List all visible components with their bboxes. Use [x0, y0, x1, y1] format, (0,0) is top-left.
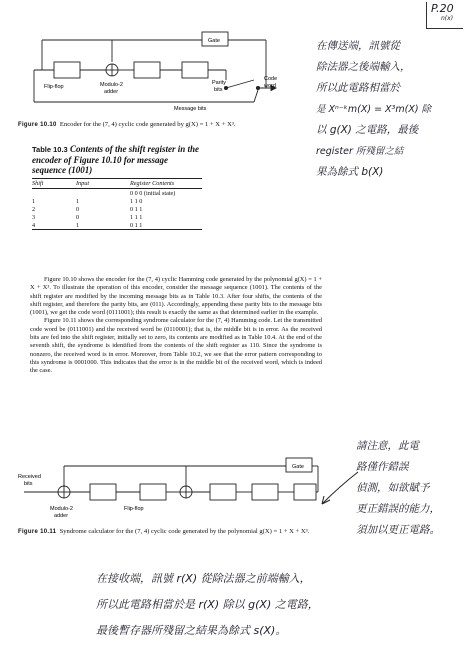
table-title: Contents of the shift register in the encoder of Figure 10.10 for message sequence (1001): [32, 144, 199, 175]
codeword-label-2: word: [264, 83, 276, 89]
table-cell: 0 1 1: [130, 221, 143, 229]
table-cell: 1: [76, 221, 80, 229]
page-note-sub: n(x): [441, 15, 454, 22]
note-line: 須加以更正電路。: [356, 524, 440, 536]
note-line: 是 Xⁿ⁻ᵏm(X) = X³m(X) 除: [316, 104, 432, 115]
handwritten-note-bottom: [96, 566, 470, 644]
parity-label: Parity: [212, 80, 227, 86]
adder-label-2: adder: [104, 89, 119, 95]
table-row: [32, 205, 202, 213]
table-row: [32, 221, 202, 230]
table-header: Register Contents: [130, 179, 202, 189]
table-cell: 2: [32, 205, 36, 213]
table-header: Input: [76, 179, 130, 189]
table-cell: 3: [32, 213, 36, 221]
parity-label-2: bits: [214, 87, 223, 93]
note-line: 更正錯誤的能力，: [356, 503, 440, 515]
handwritten-note-top: [316, 36, 468, 183]
fig1-caption-label: Figure 10.10: [18, 122, 57, 128]
table-header-row: [32, 179, 202, 189]
table-cell: 4: [32, 221, 36, 229]
table-cell: 1 1 1: [130, 213, 143, 221]
table-cell: 0 1 1: [130, 205, 143, 213]
note-line: 果為餘式 b(X): [316, 166, 384, 178]
table-title-block: [32, 144, 202, 175]
note-line: 所以此電路相當於: [316, 82, 400, 94]
fig1-caption: [18, 121, 308, 130]
table-cell: 0 0 0 (initial state): [130, 189, 176, 197]
handwritten-note-mid: [356, 436, 468, 541]
note-line: 請注意，此電: [356, 440, 419, 452]
adder-label: Modulo-2: [50, 506, 73, 512]
table-cell: 1 1 0: [130, 197, 143, 205]
note-line: 以 g(X) 之電路，最後: [316, 124, 419, 136]
fig1-caption-text: Encoder for the (7, 4) cyclic code generated by g(X) = 1 + X + X³.: [59, 121, 236, 128]
flipflop-label: Flip-flop: [124, 506, 144, 512]
adder-label: Modulo-2: [100, 82, 123, 88]
note-line: 所以此電路相當於是 r(X) 除以 g(X) 之電路，: [96, 598, 319, 611]
table-row: [32, 197, 202, 205]
received-bits-label-2: bits: [24, 481, 33, 487]
annotation-arrow: [318, 470, 360, 510]
fig2-caption: [18, 528, 318, 537]
message-bits-label: Message bits: [174, 106, 207, 112]
flipflop-label: Flip-flop: [44, 84, 64, 90]
body-paragraph-1: Figure 10.10 shows the encoder for the (7, 4) cyclic Hamming code generated by the polynomial g(X) = 1 + X + X³. To illustrate the operation of this encoder, consider the message sequence (1001). The contents of the shift register are modified by the incoming message bits as in Table 10.3. After four shifts, the contents of the shift register, and therefore the parity bits, are (011). Accordingly, appending these parity bits to the message bits (1001), we get the code word (0111001); this result is exactly the same as that determined earlier in the example.: [30, 276, 322, 317]
gate-label: Gate: [292, 464, 304, 470]
table-cell: 0: [76, 213, 80, 221]
note-line: 在接收端，訊號 r(X) 從除法器之前端輸入，: [96, 572, 311, 585]
fig2-caption-text: Syndrome calculator for the (7, 4) cyclic code generated by the polynomial g(X) = 1 + X + X³.: [59, 528, 310, 535]
body-paragraph-2: Figure 10.11 shows the corresponding syndrome calculator for the (7, 4) Hamming code. Let the transmitted code word be (0111001) and the received word be (0110001); that is, the middle bit is in error. As the received bits are fed into the shift register, initially set to zero, its contents are modified as in Table 10.4. At the end of the seventh shift, the syndrome is identified from the contents of the shift register as 110. Since the syndrome is nonzero, the received word is in error. Moreover, from Table 10.2, we see that the error pattern corresponding to this syndrome is 0001000. This indicates that the error is in the middle bit of the received word, which is indeed the case.: [30, 317, 322, 375]
table-cell: [76, 189, 130, 198]
note-line: 路僅作錯誤: [356, 461, 409, 473]
fig2-caption-label: Figure 10.11: [18, 529, 57, 535]
table-row: [32, 213, 202, 221]
note-line: 除法器之後端輸入，: [316, 61, 411, 73]
encoder-diagram: [14, 18, 304, 118]
table-10-3: [32, 144, 202, 230]
gate-label: Gate: [208, 38, 220, 44]
syndrome-diagram: [14, 448, 324, 528]
table-header: Shift: [32, 179, 76, 189]
table-cell: 1: [32, 197, 36, 205]
table-label: Table 10.3: [32, 145, 68, 154]
register-table: [32, 178, 202, 230]
table-cell: 1: [76, 197, 80, 205]
table-cell: [32, 189, 76, 198]
note-line: 最後暫存器所殘留之結果為餘式 s(X)。: [96, 624, 287, 637]
page-note: P.20: [431, 2, 454, 15]
table-cell: 0: [76, 205, 80, 213]
note-line: 偵測，如欲賦予: [356, 482, 430, 494]
body-text: [30, 276, 322, 376]
adder-label-2: adder: [54, 513, 69, 519]
table-row: [32, 189, 202, 198]
note-line: 在傳送端，訊號從: [316, 40, 400, 52]
codeword-label: Code: [264, 76, 278, 82]
page-note-box: [426, 2, 463, 29]
received-bits-label: Received: [18, 474, 41, 480]
note-line: register 所殘留之結: [316, 146, 404, 157]
